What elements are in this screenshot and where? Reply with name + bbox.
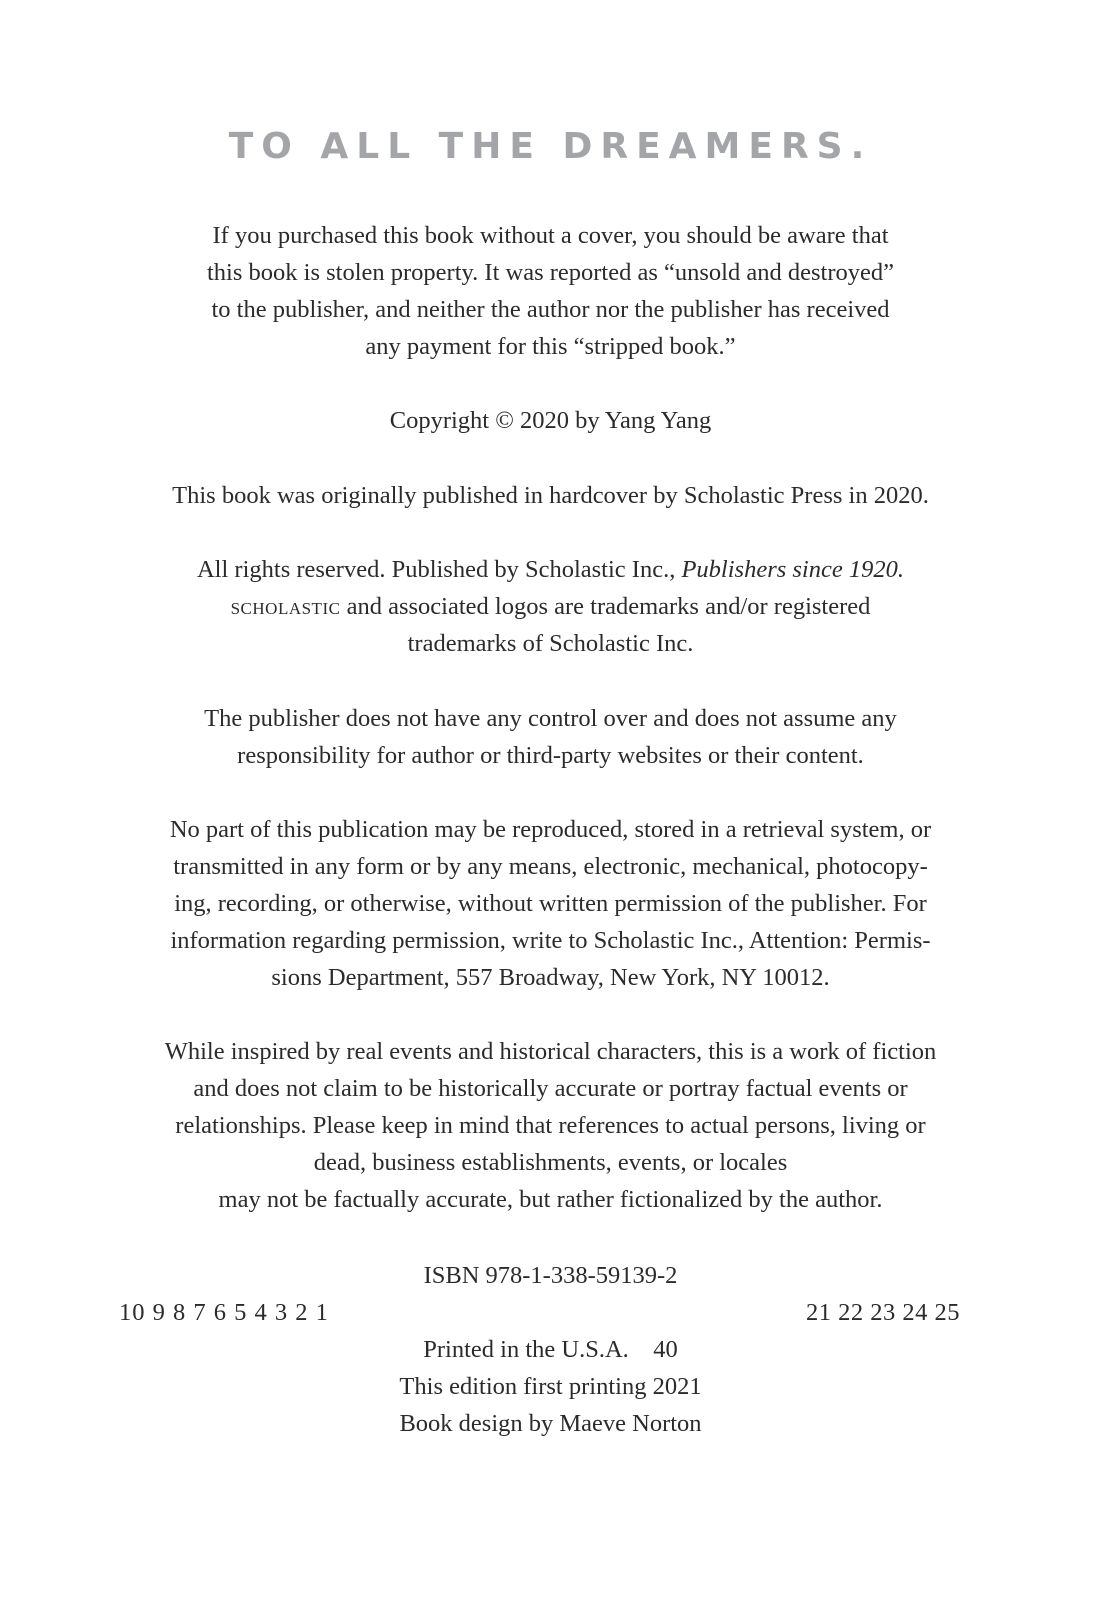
scholastic-trademark: scholastic [230,593,341,620]
dedication-heading: TO ALL THE DREAMERS. [228,126,873,167]
original-publication-line [100,477,1001,514]
notice-line: responsibility for author or third-party websites or their content. [237,742,864,769]
notice-line: The publisher does not have any control over and does not assume any [204,705,897,732]
book-design-line: Book design by Maeve Norton [399,1410,702,1437]
notice-line: ing, recording, or otherwise, without written permission of the publisher. For [174,890,927,917]
notice-line: If you purchased this book without a cover, you should be aware that [212,222,889,249]
rights-statement [100,551,1001,662]
fiction-disclaimer [100,1033,1001,1218]
printing-year-line: 21 22 23 24 25 [806,1299,960,1326]
rights-line-3: trademarks of Scholastic Inc. [407,630,694,657]
notice-line: information regarding permission, write to Scholastic Inc., Attention: Permis- [170,927,931,954]
original-publication-text: This book was originally published in hardcover by Scholastic Press in 2020. [172,482,929,509]
notice-line: dead, business establishments, events, or locales [313,1149,788,1176]
colophon [0,1331,1101,1442]
notice-line: sions Department, 557 Broadway, New York, NY 10012. [271,964,830,991]
notice-line: No part of this publication may be reproduced, stored in a retrieval system, or [169,816,932,843]
notice-line: to the publisher, and neither the author nor the publisher has received [211,296,890,323]
rights-text: All rights reserved. Published by Scholastic Inc., [196,556,682,583]
notice-line: and does not claim to be historically accurate or portray factual events or [193,1075,908,1102]
edition-line: This edition first printing 2021 [399,1373,702,1400]
rights-text: and associated logos are trademarks and/or registered [340,593,871,620]
printed-in-line: Printed in the U.S.A. 40 [423,1336,678,1363]
stripped-book-notice [100,217,1001,365]
publishers-since-tagline: Publishers since 1920. [681,556,904,583]
notice-line: While inspired by real events and historical characters, this is a work of fiction [164,1038,937,1065]
notice-line: transmitted in any form or by any means, electronic, mechanical, photocopy- [173,853,928,880]
isbn: ISBN 978-1-338-59139-2 [423,1262,678,1289]
notice-line: may not be factually accurate, but rather fictionalized by the author. [218,1186,883,1213]
reproduction-notice [100,811,1001,996]
copyright-text: Copyright © 2020 by Yang Yang [389,407,712,434]
notice-line: this book is stolen property. It was reported as “unsold and destroyed” [207,259,894,286]
third-party-notice [100,700,1001,774]
copyright-line [100,402,1001,439]
notice-line: relationships. Please keep in mind that references to actual persons, living or [175,1112,926,1139]
printing-number-line: 10 9 8 7 6 5 4 3 2 1 [119,1299,329,1326]
rights-line-1 [100,551,1001,588]
rights-line-2 [100,588,1001,625]
notice-line: any payment for this “stripped book.” [365,333,736,360]
